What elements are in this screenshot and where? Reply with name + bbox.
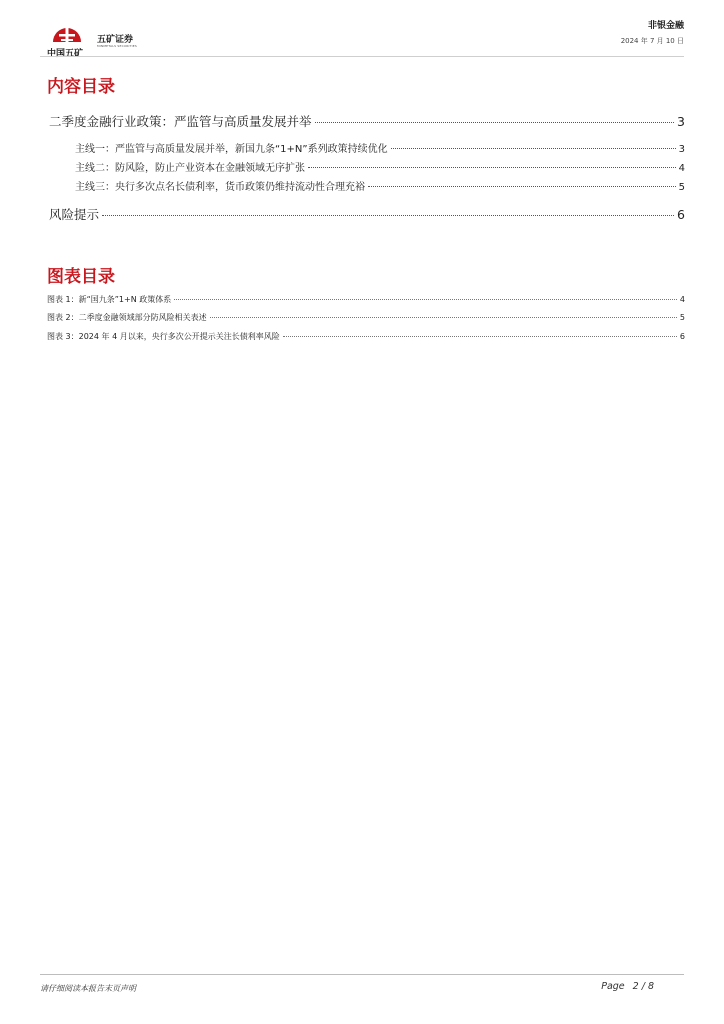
page-indicator: [601, 981, 654, 992]
figure-item-label: 图表 2：二季度金融领域部分防风险相关表述: [47, 313, 207, 322]
toc-leader: [308, 167, 676, 168]
toc-item[interactable]: [75, 140, 685, 155]
contents-title: 内容目录: [47, 77, 115, 97]
toc-leader: [315, 122, 675, 123]
figures-title: 图表目录: [47, 267, 115, 287]
figure-item-page: 4: [679, 295, 685, 304]
toc-item-label: 主线二：防风险，防止产业资本在金融领域无序扩张: [75, 163, 305, 174]
toc-item[interactable]: [75, 178, 685, 193]
toc-leader: [368, 186, 676, 187]
toc-item[interactable]: [49, 112, 685, 130]
figure-item-page: 5: [679, 313, 685, 322]
figure-item[interactable]: [47, 331, 685, 342]
toc-item[interactable]: [49, 205, 685, 223]
toc-item-page: 6: [677, 207, 685, 222]
footer-disclaimer: 请仔细阅读本报告末页声明: [40, 984, 136, 993]
toc-item-page: 3: [678, 144, 685, 155]
figure-item[interactable]: [47, 312, 685, 323]
logo-text: 中国五矿: [47, 49, 84, 59]
report-date: 2024 年 7 月 10 日: [620, 37, 684, 45]
header-divider: [40, 56, 684, 57]
toc-leader: [210, 317, 677, 318]
figure-item-label: 图表 1：新“国九条”1+N 政策体系: [47, 295, 172, 304]
toc-leader: [391, 148, 676, 149]
toc-item-page: 3: [677, 114, 685, 129]
page-label: Page: [601, 981, 625, 992]
broker-name: 五矿证券: [97, 35, 134, 45]
footer-divider: [40, 974, 684, 975]
broker-name-en: MINMETALS SECURITIES: [97, 44, 137, 48]
toc-leader: [102, 215, 674, 216]
toc-item-label: 主线一：严监管与高质量发展并举，新国九条“1+N”系列政策持续优化: [75, 144, 388, 155]
company-logo: [47, 22, 147, 58]
report-category: 非银金融: [647, 21, 684, 31]
toc-item-page: 5: [678, 182, 685, 193]
toc-leader: [174, 299, 677, 300]
toc-item-label: 主线三：央行多次点名长债利率，货币政策仍维持流动性合理充裕: [75, 182, 365, 193]
figure-item-label: 图表 3：2024 年 4 月以来，央行多次公开提示关注长债利率风险: [47, 332, 280, 341]
figure-item[interactable]: [47, 294, 685, 305]
toc-item-label: 二季度金融行业政策：严监管与高质量发展并举: [49, 114, 312, 129]
toc-item[interactable]: [75, 159, 685, 174]
toc-item-label: 风险提示: [49, 207, 100, 222]
page-number: 2 / 8: [632, 981, 654, 992]
toc-item-page: 4: [678, 163, 685, 174]
toc-leader: [283, 336, 677, 337]
figure-item-page: 6: [679, 332, 685, 341]
